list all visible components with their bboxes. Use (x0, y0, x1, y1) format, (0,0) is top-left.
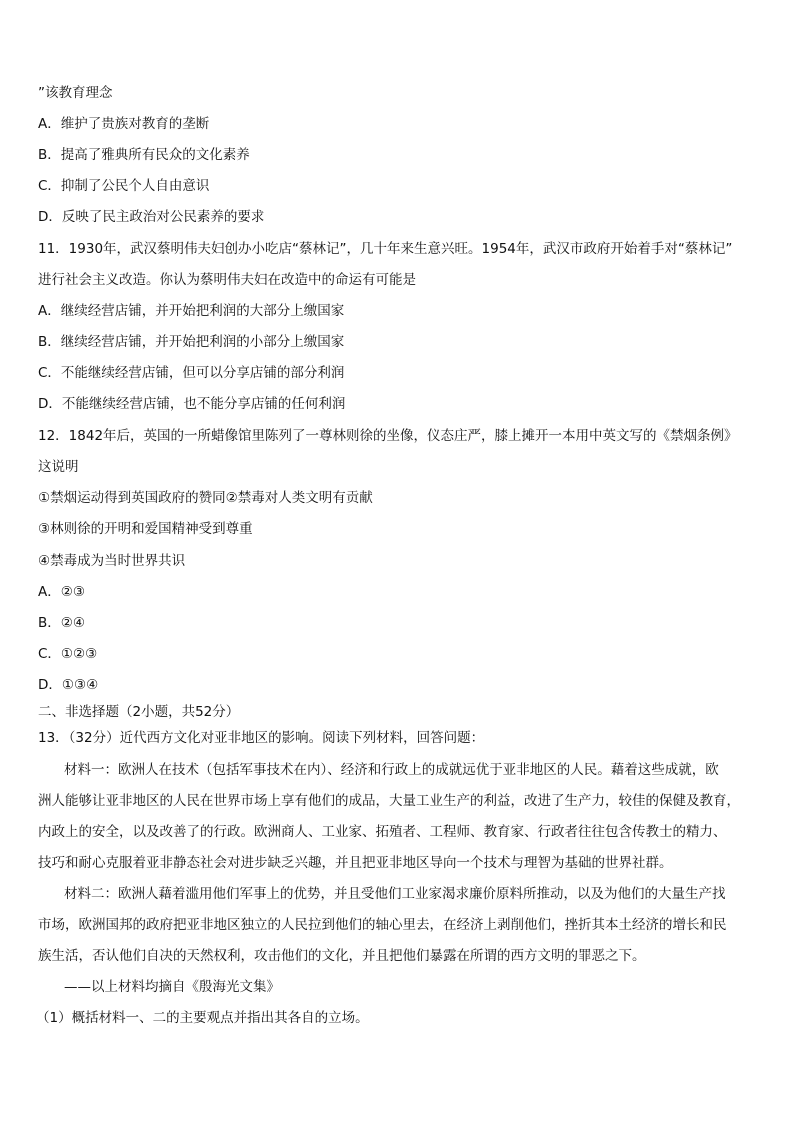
text-line-question-stem-end: ”该教育理念 (38, 85, 113, 101)
option-b: B．②④ (38, 615, 85, 631)
statement-1-2: ①禁烟运动得到英国政府的赞同②禁毒对人类文明有贡献 (38, 490, 373, 506)
material-2-paragraph-cont: 市场，欧洲国邦的政府把亚非地区独立的人民拉到他们的轴心里去，在经济上剥削他们，挫折其本土经济的增长和民 (38, 917, 727, 933)
option-c: C．不能继续经营店铺，但可以分享店铺的部分利润 (38, 365, 345, 381)
option-d: D．①③④ (38, 677, 99, 693)
section-heading: 二、非选择题（2小题，共52分） (38, 704, 240, 720)
option-b: B．提高了雅典所有民众的文化素养 (38, 147, 250, 163)
option-b: B．继续经营店铺，并开始把利润的小部分上缴国家 (38, 334, 345, 350)
statement-3: ③林则徐的开明和爱国精神受到尊重 (38, 521, 253, 537)
source-citation: ——以上材料均摘自《殷海光文集》 (64, 979, 280, 995)
option-a: A．维护了贵族对教育的垄断 (38, 116, 210, 132)
sub-question-1: （1）概括材料一、二的主要观点并指出其各自的立场。 (36, 1010, 369, 1026)
question-11-text-cont: 进行社会主义改造。你认为蔡明伟夫妇在改造中的命运有可能是 (38, 272, 416, 288)
option-c: C．抑制了公民个人自由意识 (38, 178, 210, 194)
option-d: D．反映了民主政治对公民素养的要求 (38, 209, 265, 225)
question-12-text: 12．1842年后，英国的一所蜡像馆里陈列了一尊林则徐的坐像，仪态庄严，膝上摊开一本用中英文写的《禁烟条例》 (38, 428, 738, 444)
question-12-text-cont: 这说明 (38, 459, 79, 475)
material-2-paragraph-cont: 族生活，否认他们自决的天然权利，攻击他们的文化，并且把他们暴露在所谓的西方文明的罪恶之下。 (38, 948, 646, 964)
statement-4: ④禁毒成为当时世界共识 (38, 553, 186, 569)
material-1-paragraph-cont: 内政上的安全，以及改善了的行政。欧洲商人、工业家、拓殖者、工程师、教育家、行政者往往包含传教士的精力、 (38, 824, 727, 840)
option-d: D．不能继续经营店铺，也不能分享店铺的任何利润 (38, 396, 346, 412)
material-2-paragraph: 材料二：欧洲人藉着滥用他们军事上的优势，并且受他们工业家渴求廉价原料所推动，以及为他们的大量生产找 (64, 886, 726, 902)
question-13-text: 13．（32分）近代西方文化对亚非地区的影响。阅读下列材料，回答问题： (38, 730, 485, 746)
question-11-text: 11．1930年，武汉蔡明伟夫妇创办小吃店“蔡林记”，几十年来生意兴旺。1954年，武汉市政府开始着手对“蔡林记” (38, 241, 733, 257)
material-1-paragraph-cont: 洲人能够让亚非地区的人民在世界市场上享有他们的成品，大量工业生产的利益，改进了生产力，较佳的保健及教育， (38, 793, 740, 809)
option-a: A．继续经营店铺，并开始把利润的大部分上缴国家 (38, 303, 345, 319)
option-c: C．①②③ (38, 646, 98, 662)
material-1-paragraph: 材料一：欧洲人在技术（包括军事技术在内）、经济和行政上的成就远优于亚非地区的人民。藉着这些成就，欧 (64, 762, 719, 778)
material-1-paragraph-cont: 技巧和耐心克服着亚非静态社会对进步缺乏兴趣，并且把亚非地区导向一个技术与理智为基础的世界社群。 (38, 855, 673, 871)
option-a: A．②③ (38, 584, 85, 600)
